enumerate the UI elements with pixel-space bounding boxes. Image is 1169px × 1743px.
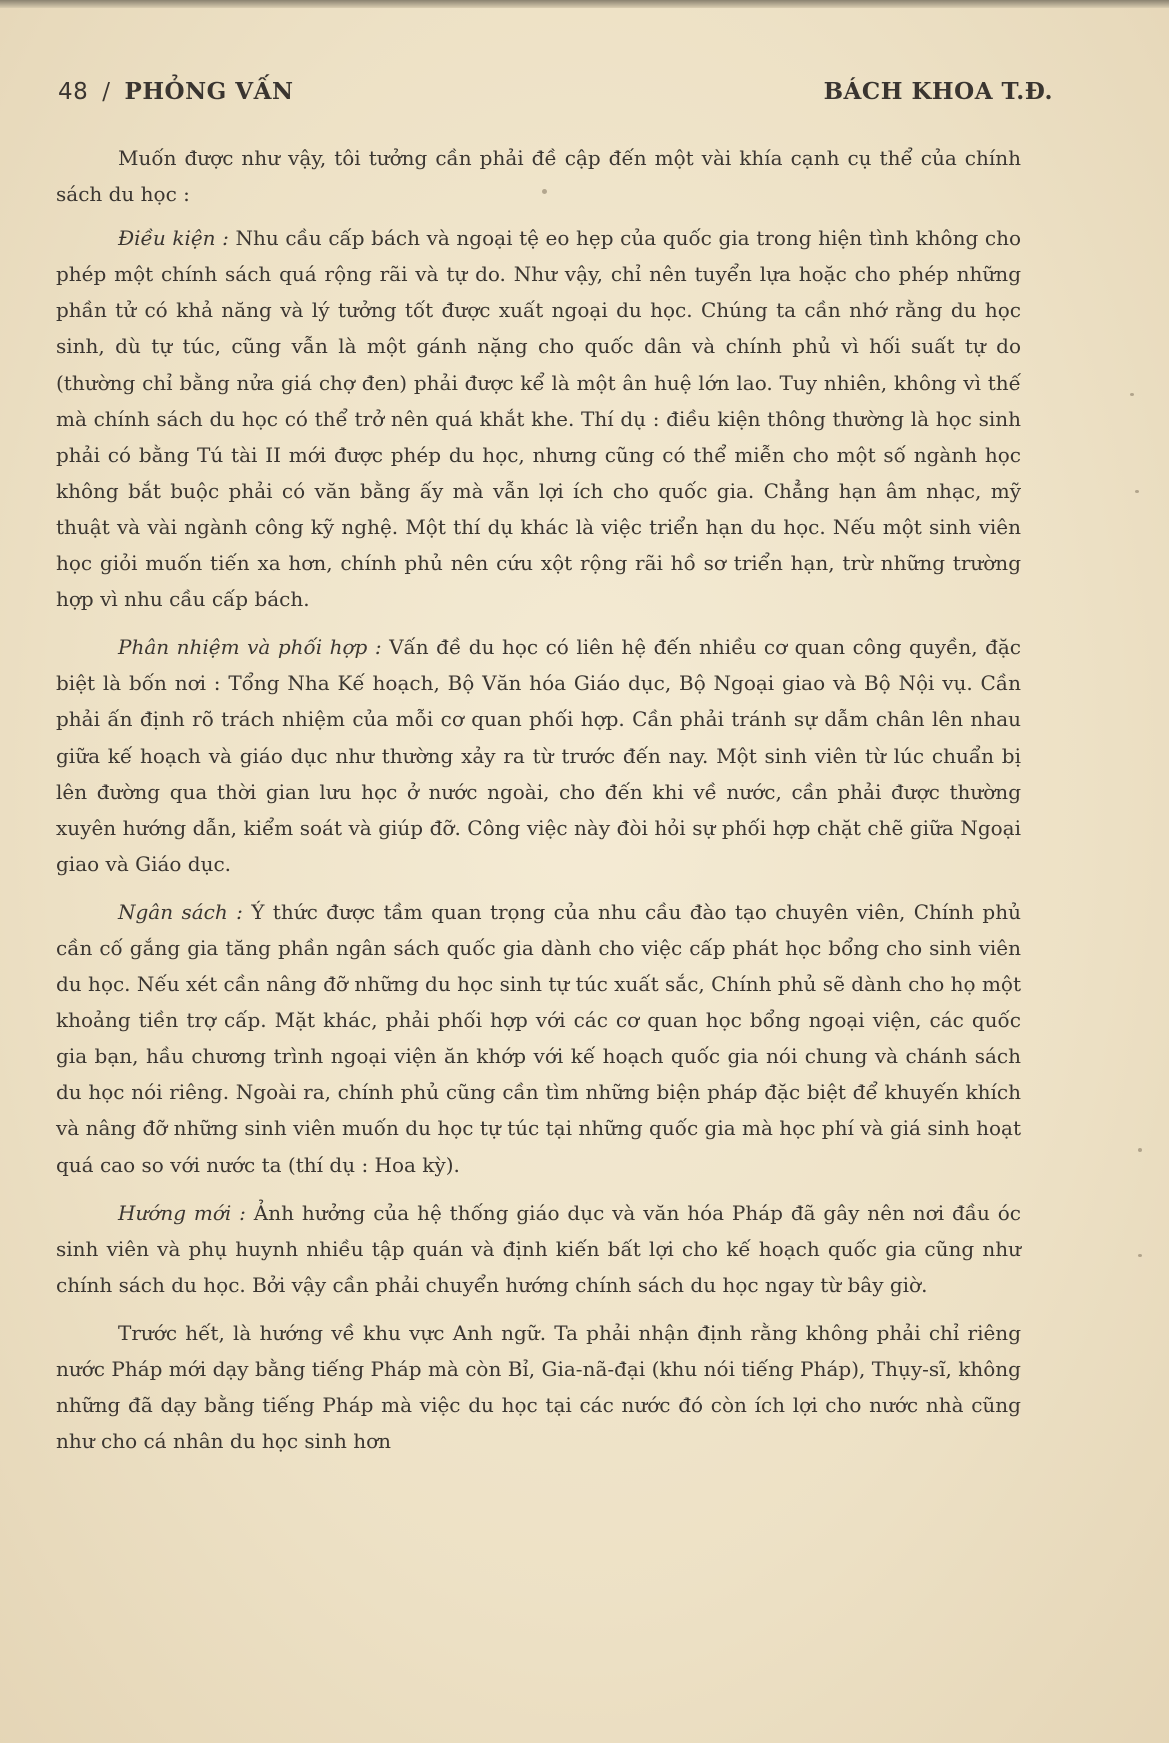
paragraph-intro [56,140,1021,212]
paragraph-huong-moi [56,1195,1021,1303]
running-header [58,78,1053,114]
paragraph-text: Trước hết, là hướng về khu vực Anh ngữ. Ta phải nhận định rằng không phải chỉ riêng nước Pháp mới dạy bằng tiếng Pháp mà còn Bỉ, Gia-nã-đại (khu nói tiếng Pháp), Thụy-sĩ, không những đã dạy bằng tiếng Pháp mà việc du học tại các nước đó còn ích lợi cho nước nhà cũng như cho cá nhân du học sinh hơn [56,1320,1021,1454]
paragraph-ngan-sach [56,894,1021,1183]
page-number: 48 [58,79,89,105]
paragraph-text: Ảnh hưởng của hệ thống giáo dục và văn hóa Pháp đã gây nên nơi đầu óc sinh viên và phụ huynh nhiều tập quán và định kiến bất lợi cho kế hoạch quốc gia cũng như chính sách du học. Bởi vậy cần phải chuyển hướng chính sách du học ngay từ bây giờ. [56,1200,1021,1297]
paragraph-truoc-het [56,1315,1021,1459]
paragraph-text: Vấn đề du học có liên hệ đến nhiều cơ quan công quyền, đặc biệt là bốn nơi : Tổng Nha Kế hoạch, Bộ Văn hóa Giáo dục, Bộ Ngoại giao và Bộ Nội vụ. Cần phải ấn định rõ trách nhiệm của mỗi cơ quan phối hợp. Cần phải tránh sự dẫm chân lên nhau giữa kế hoạch và giáo dục như thường xảy ra từ trước đến nay. Một sinh viên từ lúc chuẩn bị lên đường qua thời gian lưu học ở nước ngoài, cho đến khi về nước, cần phải được thường xuyên hướng dẫn, kiểm soát và giúp đỡ. Công việc này đòi hỏi sự phối hợp chặt chẽ giữa Ngoại giao và Giáo dục. [56,635,1021,876]
publication-title: BÁCH KHOA T.Đ. [823,78,1053,105]
header-left [58,78,293,105]
paragraph-text: Ý thức được tầm quan trọng của nhu cầu đào tạo chuyên viên, Chính phủ cần cố gắng gia tăng phần ngân sách quốc gia dành cho việc cấp phát học bổng cho sinh viên du học. Nếu xét cần nâng đỡ những du học sinh tự túc xuất sắc, Chính phủ sẽ dành cho họ một khoảng tiền trợ cấp. Mặt khác, phải phối hợp với các cơ quan học bổng ngoại viện, các quốc gia bạn, hầu chương trình ngoại viện ăn khớp với kế hoạch quốc gia nói chung và chánh sách du học nói riêng. Ngoài ra, chính phủ cũng cần tìm những biện pháp đặc biệt để khuyến khích và nâng đỡ những sinh viên muốn du học tự túc tại những quốc gia mà học phí và giá sinh hoạt quá cao so với nước ta (thí dụ : Hoa kỳ). [56,899,1021,1177]
article-body [56,140,1021,1471]
print-speck [1138,1254,1142,1257]
header-separator: / [102,79,111,105]
section-title: PHỎNG VẤN [124,78,294,105]
paragraph-lead: Điều kiện : [118,226,229,251]
print-speck [1138,1148,1142,1152]
paragraph-text: Muốn được như vậy, tôi tưởng cần phải đề cập đến một vài khía cạnh cụ thể của chính sách du học : [56,146,1021,207]
page-top-edge [0,0,1169,8]
print-speck [542,189,547,194]
paragraph-dieu-kien [56,220,1021,617]
paragraph-lead: Hướng mới : [118,1200,246,1225]
paragraph-text: Nhu cầu cấp bách và ngoại tệ eo hẹp của quốc gia trong hiện tình không cho phép một chính sách quá rộng rãi và tự do. Như vậy, chỉ nên tuyển lựa hoặc cho phép những phần tử có khả năng và lý tưởng tốt được xuất ngoại du học. Chúng ta cần nhớ rằng du học sinh, dù tự túc, cũng vẫn là một gánh nặng cho quốc dân và chính phủ vì hối suất tự do (thường chỉ bằng nửa giá chợ đen) phải được kể là một ân huệ lớn lao. Tuy nhiên, không vì thế mà chính sách du học có thể trở nên quá khắt khe. Thí dụ : điều kiện thông thường là học sinh phải có bằng Tú tài II mới được phép du học, nhưng cũng có thể miễn cho một số ngành học không bắt buộc phải có văn bằng ấy mà vẫn lợi ích cho quốc gia. Chẳng hạn âm nhạc, mỹ thuật và vài ngành công kỹ nghệ. Một thí dụ khác là việc triển hạn du học. Nếu một sinh viên học giỏi muốn tiến xa hơn, chính phủ nên cứu xột rộng rãi hồ sơ triển hạn, trừ những trường hợp vì nhu cầu cấp bách. [56,226,1021,612]
print-speck [1130,393,1134,396]
paragraph-lead: Ngân sách : [118,899,243,924]
paragraph-lead: Phân nhiệm và phối hợp : [118,635,382,660]
print-speck [1135,490,1139,493]
paragraph-phan-nhiem [56,629,1021,882]
